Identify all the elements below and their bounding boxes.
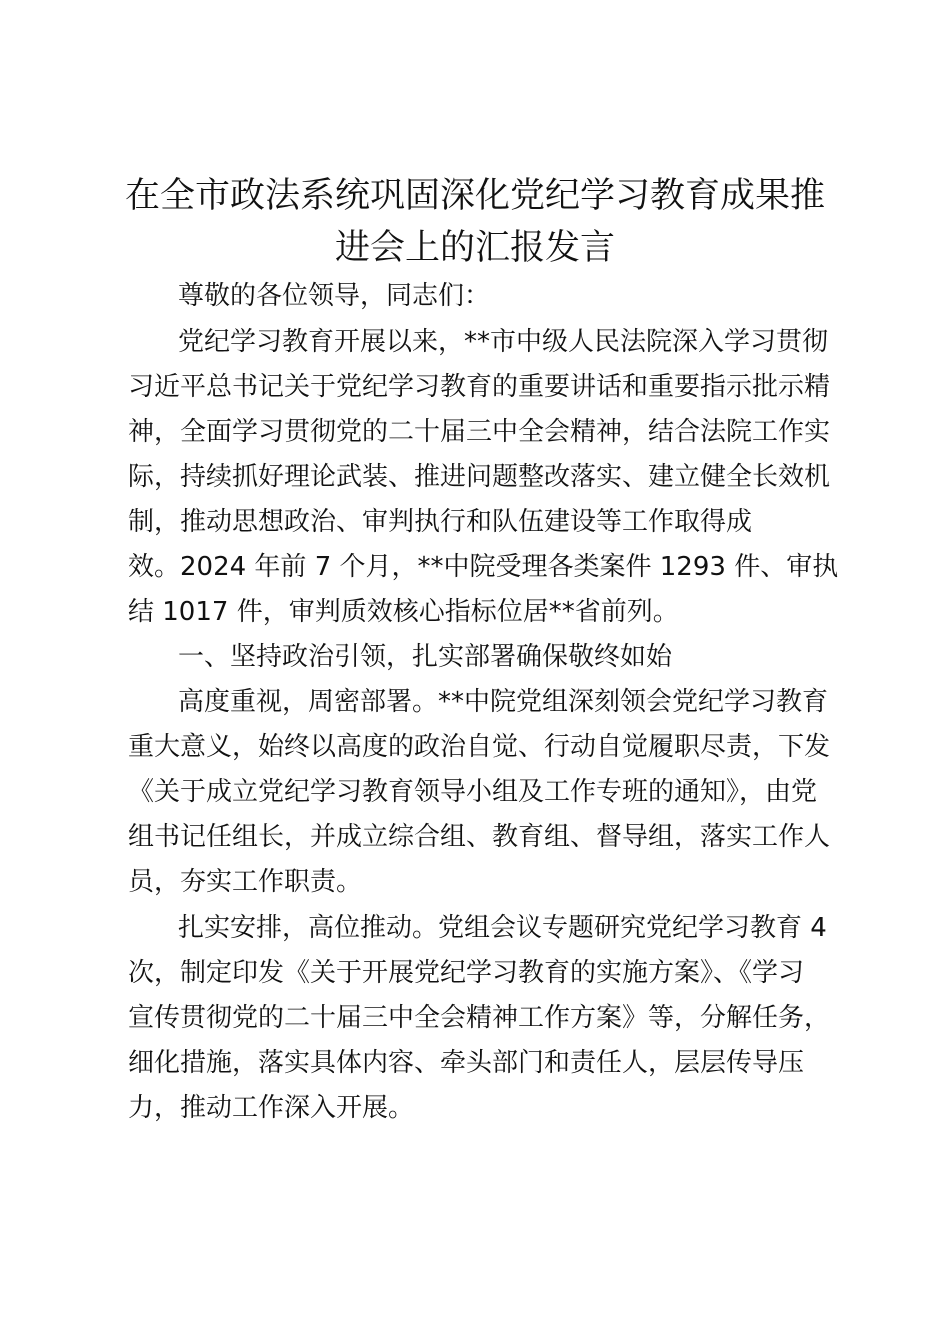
- salutation: 尊敬的各位领导，同志们：: [178, 281, 491, 311]
- section-heading-1: 一、坚持政治引领，扎实部署确保敬终如始: [178, 642, 673, 672]
- paragraph-1-line-3: 神，全面学习贯彻党的二十届三中全会精神，结合法院工作实: [128, 417, 831, 447]
- paragraph-2-line-5: 员，夯实工作职责。: [128, 867, 363, 897]
- paragraph-1-line-5: 制，推动思想政治、审判执行和队伍建设等工作取得成: [128, 507, 753, 537]
- paragraph-2-line-1: 高度重视，周密部署。**中院党组深刻领会党纪学习教育: [178, 687, 829, 717]
- paragraph-3-line-5: 力，推动工作深入开展。: [128, 1093, 415, 1123]
- paragraph-1-line-6: 效。2024 年前 7 个月，**中院受理各类案件 1293 件、审执: [128, 552, 839, 582]
- paragraph-1-line-1: 党纪学习教育开展以来，**市中级人民法院深入学习贯彻: [178, 327, 829, 357]
- paragraph-3-line-4: 细化措施，落实具体内容、牵头部门和责任人，层层传导压: [128, 1048, 805, 1078]
- title-line-2: 进会上的汇报发言: [334, 228, 615, 268]
- title-line-1: 在全市政法系统巩固深化党纪学习教育成果推: [124, 176, 825, 216]
- paragraph-2-line-2: 重大意义，始终以高度的政治自觉、行动自觉履职尽责，下发: [128, 732, 831, 762]
- paragraph-1-line-7: 结 1017 件，审判质效核心指标位居**省前列。: [128, 597, 679, 627]
- paragraph-3-line-3: 宣传贯彻党的二十届三中全会精神工作方案》等，分解任务，: [128, 1003, 831, 1033]
- page-title: [110, 170, 840, 274]
- paragraph-3-line-1: 扎实安排，高位推动。党组会议专题研究党纪学习教育 4: [178, 913, 827, 943]
- paragraph-3-line-2: 次，制定印发《关于开展党纪学习教育的实施方案》、《学习: [128, 958, 805, 988]
- paragraph-1-line-2: 习近平总书记关于党纪学习教育的重要讲话和重要指示批示精: [128, 372, 831, 402]
- paragraph-2-line-3: 《关于成立党纪学习教育领导小组及工作专班的通知》，由党: [128, 777, 818, 807]
- paragraph-1-line-4: 际，持续抓好理论武装、推进问题整改落实、建立健全长效机: [128, 462, 831, 492]
- paragraph-2-line-4: 组书记任组长，并成立综合组、教育组、督导组，落实工作人: [128, 822, 831, 852]
